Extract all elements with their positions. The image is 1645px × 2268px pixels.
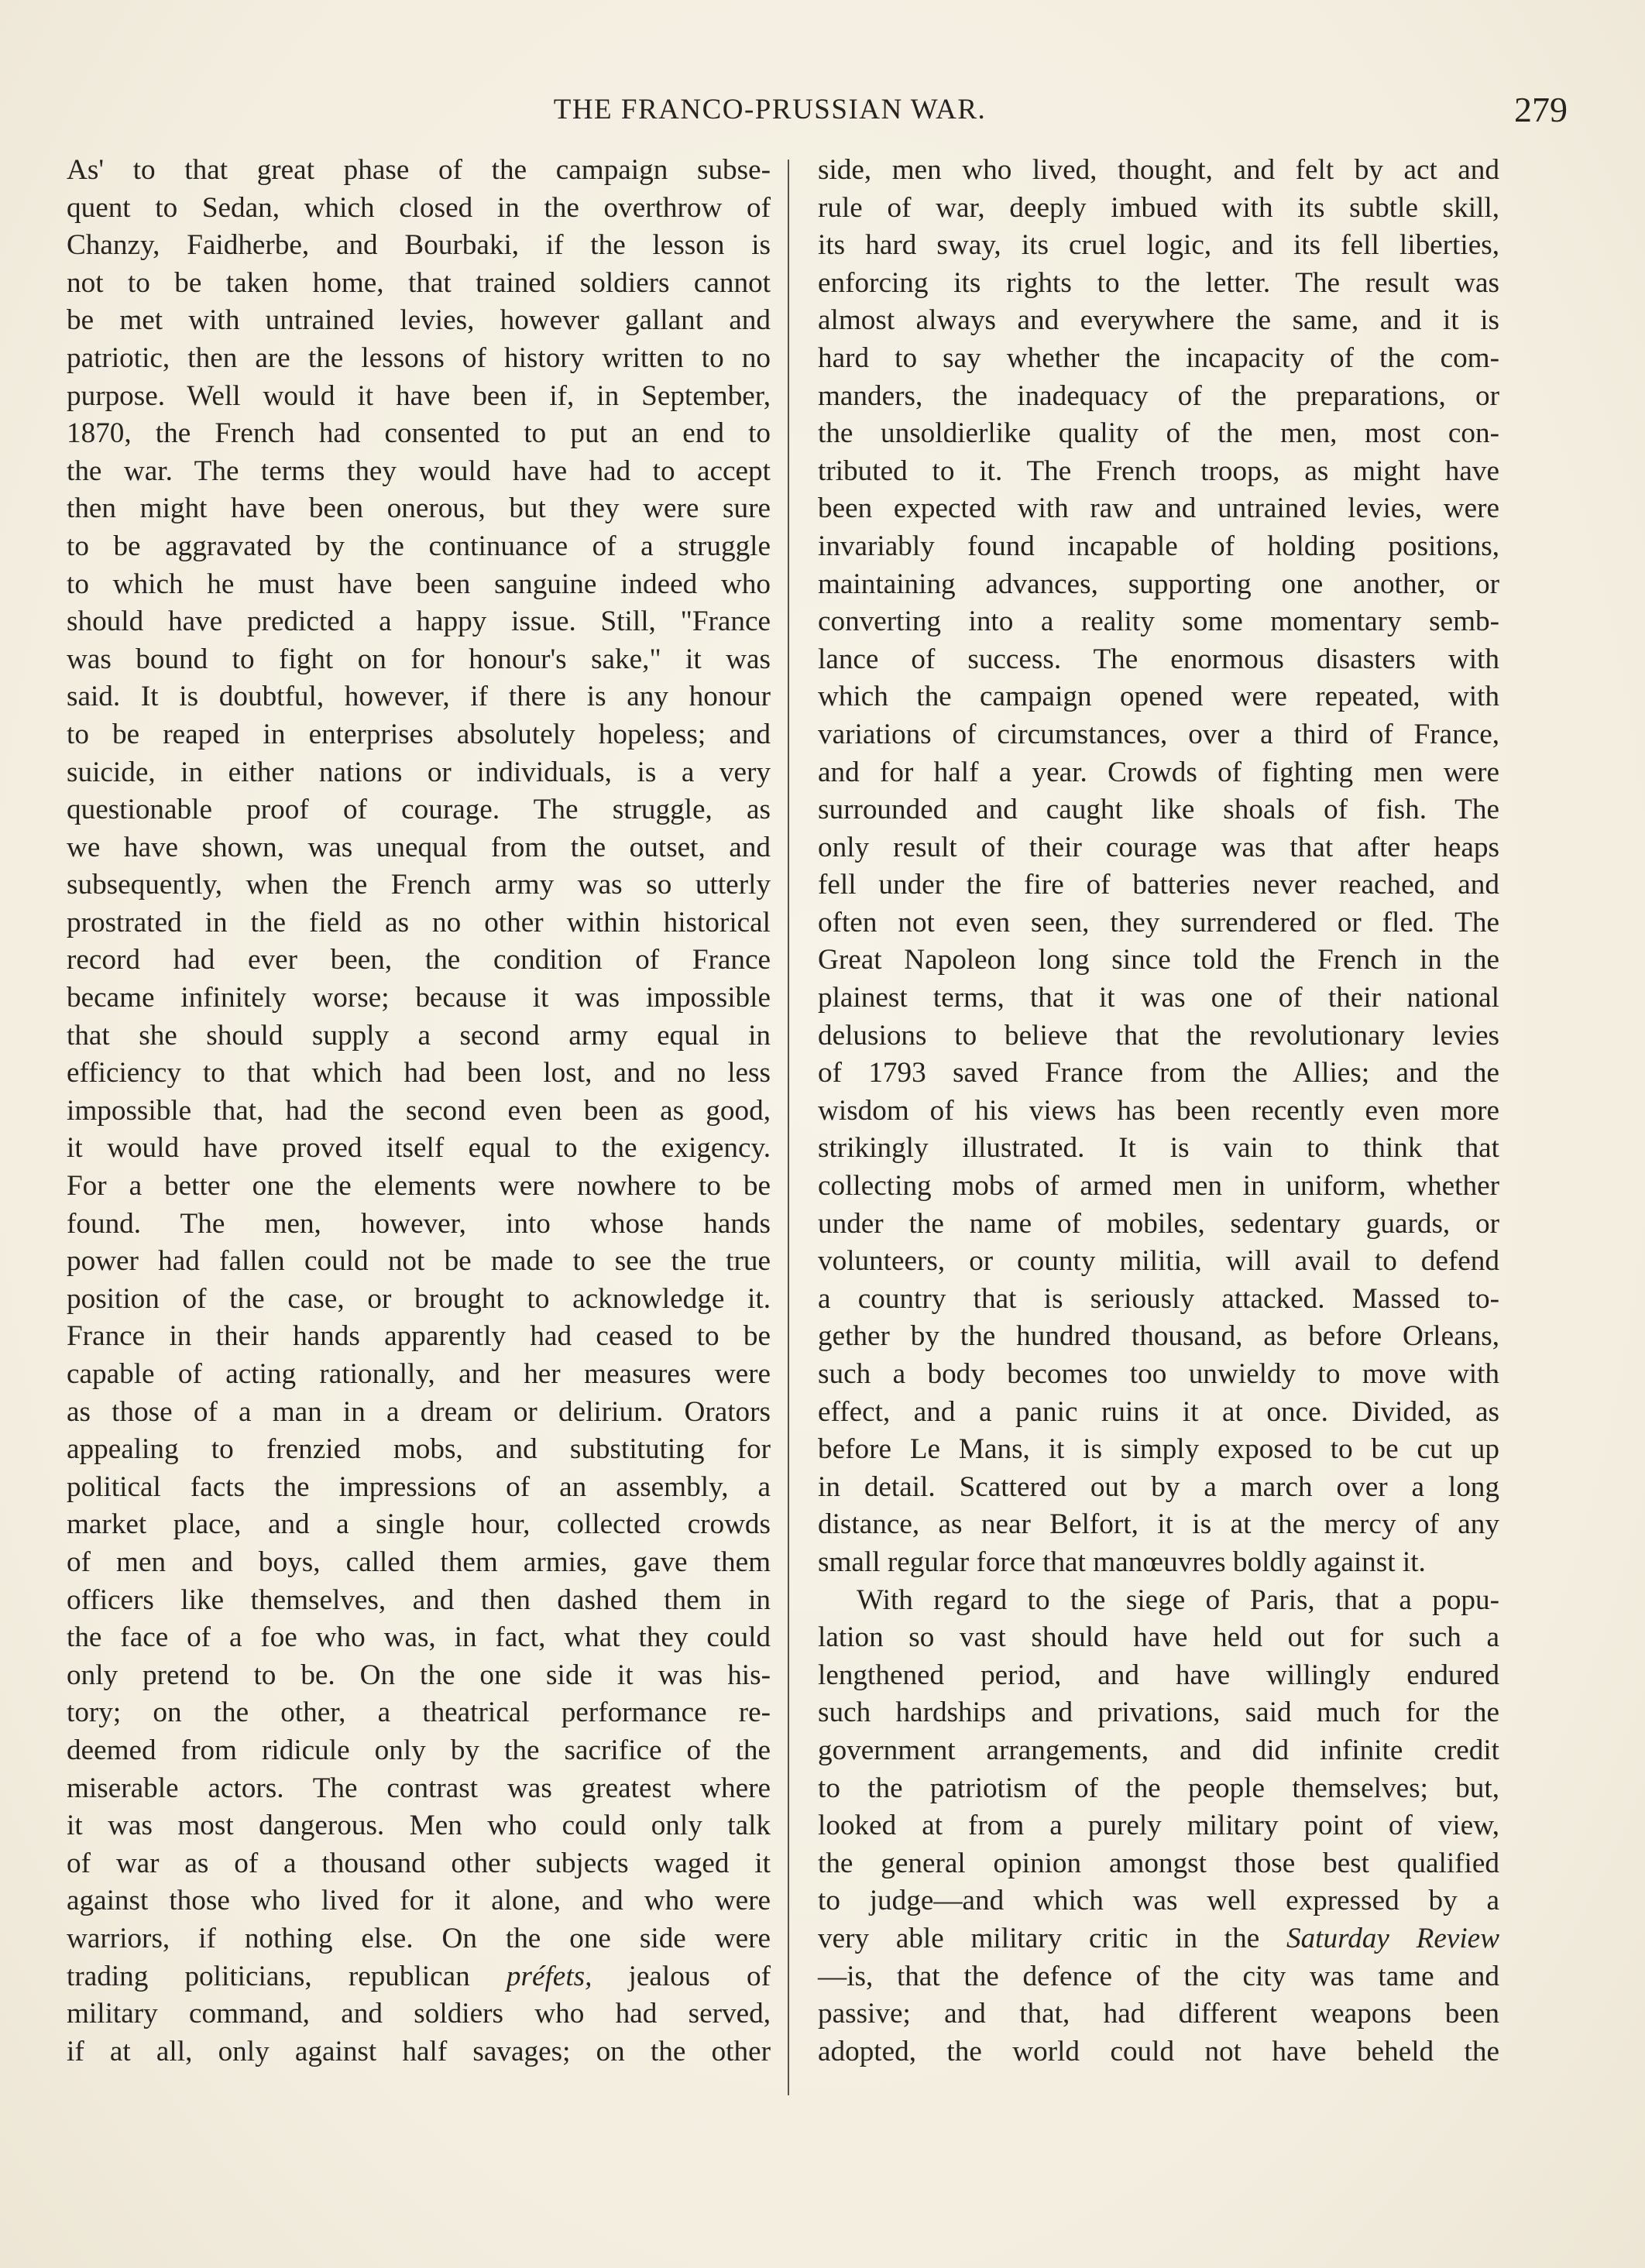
text-line: of men and boys, called them armies, gave them <box>67 1546 771 1578</box>
text-line: warriors, if nothing else. On the one side were <box>67 1922 771 1954</box>
text-line: before Le Mans, it is simply exposed to be cut up <box>818 1433 1499 1466</box>
left-column <box>67 152 771 2071</box>
text-line: trading politicians, republican préfets, jealous of <box>67 1960 771 1992</box>
text-line: distance, as near Belfort, it is at the mercy of any <box>818 1508 1499 1541</box>
text-line: capable of acting rationally, and her measures were <box>67 1358 771 1390</box>
text-line: said. It is doubtful, however, if there is any honour <box>67 681 771 713</box>
text-line: lation so vast should have held out for such a <box>818 1621 1499 1654</box>
text-line: be met with untrained levies, however gallant and <box>67 304 771 337</box>
text-line: deemed from ridicule only by the sacrifice of the <box>67 1734 771 1766</box>
text-line: quent to Sedan, which closed in the overthrow of <box>67 191 771 224</box>
text-line: a country that is seriously attacked. Massed to- <box>818 1282 1499 1315</box>
text-line: purpose. Well would it have been if, in September, <box>67 379 771 412</box>
text-line: only pretend to be. On the one side it was his- <box>67 1659 771 1691</box>
text-line: volunteers, or county militia, will avail to defend <box>818 1245 1499 1278</box>
text-line: and for half a year. Crowds of fighting men were <box>818 756 1499 788</box>
text-line: lance of success. The enormous disasters with <box>818 643 1499 675</box>
text-line: not to be taken home, that trained soldiers cannot <box>67 266 771 299</box>
text-line: market place, and a single hour, collected crowds <box>67 1508 771 1541</box>
text-line: as those of a man in a dream or delirium. Orators <box>67 1395 771 1428</box>
text-line: almost always and everywhere the same, and it is <box>818 304 1499 337</box>
text-line: only result of their courage was that after heaps <box>818 831 1499 863</box>
text-line: gether by the hundred thousand, as before Orleans, <box>818 1320 1499 1353</box>
text-line: in detail. Scattered out by a march over a long <box>818 1470 1499 1503</box>
text-line: As' to that great phase of the campaign subse- <box>67 154 771 186</box>
text-line: surrounded and caught like shoals of fish. The <box>818 794 1499 826</box>
text-line: variations of circumstances, over a third of France, <box>818 718 1499 750</box>
text-line: if at all, only against half savages; on the other <box>67 2035 771 2067</box>
text-line: that she should supply a second army equal in <box>67 1019 771 1052</box>
text-line: then might have been onerous, but they were sure <box>67 492 771 525</box>
text-line: adopted, the world could not have beheld the <box>818 2035 1499 2067</box>
text-line: With regard to the siege of Paris, that a popu- <box>857 1583 1499 1616</box>
text-line: political facts the impressions of an assembly, a <box>67 1470 771 1503</box>
text-line: to judge—and which was well expressed by a <box>818 1885 1499 1917</box>
text-line: converting into a reality some momentary semb- <box>818 606 1499 638</box>
text-line: France in their hands apparently had ceased to be <box>67 1320 771 1353</box>
text-line: should have predicted a happy issue. Still, "France <box>67 606 771 638</box>
text-line: subsequently, when the French army was so utterly <box>67 869 771 901</box>
text-line: Great Napoleon long since told the French in the <box>818 944 1499 976</box>
text-line: delusions to believe that the revolutionary levies <box>818 1019 1499 1052</box>
text-line: manders, the inadequacy of the preparations, or <box>818 379 1499 412</box>
text-line: the unsoldierlike quality of the men, most con- <box>818 417 1499 450</box>
text-line: of 1793 saved France from the Allies; and the <box>818 1057 1499 1089</box>
italic-prefets: préfets, <box>506 1960 592 1992</box>
text-line: was bound to fight on for honour's sake," it was <box>67 643 771 675</box>
running-head <box>65 87 1568 133</box>
text-line: government arrangements, and did infinite credit <box>818 1734 1499 1766</box>
text-line: effect, and a panic ruins it at once. Divided, as <box>818 1395 1499 1428</box>
text-line: enforcing its rights to the letter. The result was <box>818 266 1499 299</box>
text-line: power had fallen could not be made to see the true <box>67 1245 771 1278</box>
text-line: such a body becomes too unwieldy to move with <box>818 1358 1499 1390</box>
text-line: impossible that, had the second even been as good, <box>67 1094 771 1127</box>
text-line: been expected with raw and untrained levies, were <box>818 492 1499 525</box>
text-line: against those who lived for it alone, and who were <box>67 1885 771 1917</box>
text-line: maintaining advances, supporting one another, or <box>818 568 1499 600</box>
text-line: its hard sway, its cruel logic, and its fell liberties, <box>818 229 1499 262</box>
text-line: For a better one the elements were nowhere to be <box>67 1170 771 1203</box>
text-line: the face of a foe who was, in fact, what they could <box>67 1621 771 1654</box>
page-number: 279 <box>1514 90 1568 129</box>
text-line: invariably found incapable of holding positions, <box>818 530 1499 562</box>
text-line: we have shown, was unequal from the outset, and <box>67 831 771 863</box>
text-line: to the patriotism of the people themselves; but, <box>818 1772 1499 1804</box>
text-line: to be reaped in enterprises absolutely hopeless; and <box>67 718 771 750</box>
text-line: prostrated in the field as no other within historical <box>67 906 771 938</box>
text-line: questionable proof of courage. The struggle, as <box>67 794 771 826</box>
text-line: hard to say whether the incapacity of the com- <box>818 341 1499 374</box>
text-line: found. The men, however, into whose hands <box>67 1207 771 1240</box>
text-line: very able military critic in the Saturday Review <box>818 1922 1499 1954</box>
text-line: tributed to it. The French troops, as might have <box>818 455 1499 487</box>
text-line: passive; and that, had different weapons been <box>818 1998 1499 2030</box>
text-line: suicide, in either nations or individuals, is a very <box>67 756 771 788</box>
text-line: which the campaign opened were repeated, with <box>818 681 1499 713</box>
text-line: of war as of a thousand other subjects waged it <box>67 1847 771 1879</box>
text-line: small regular force that manœuvres boldly against it. <box>818 1546 1426 1578</box>
running-title: THE FRANCO-PRUSSIAN WAR. <box>553 94 987 125</box>
text-line: military command, and soldiers who had served, <box>67 1998 771 2030</box>
text-line: collecting mobs of armed men in uniform, whether <box>818 1170 1499 1203</box>
text-line: plainest terms, that it was one of their national <box>818 982 1499 1014</box>
text-line: the war. The terms they would have had to accept <box>67 455 771 487</box>
text-line: became infinitely worse; because it was impossible <box>67 982 771 1014</box>
column-rule <box>788 160 789 2095</box>
text-line: side, men who lived, thought, and felt by act and <box>818 154 1499 186</box>
text-line: it would have proved itself equal to the exigency. <box>67 1132 771 1165</box>
text-line: under the name of mobiles, sedentary guards, or <box>818 1207 1499 1240</box>
text-line: patriotic, then are the lessons of history written to no <box>67 341 771 374</box>
italic-saturday-review: Saturday Review <box>1286 1922 1499 1954</box>
text-line: 1870, the French had consented to put an end to <box>67 417 771 450</box>
right-column <box>818 152 1499 2071</box>
text-line: rule of war, deeply imbued with its subtle skill, <box>818 191 1499 224</box>
text-line: fell under the fire of batteries never reached, and <box>818 869 1499 901</box>
text-line: miserable actors. The contrast was greatest where <box>67 1772 771 1804</box>
text-line: officers like themselves, and then dashed them in <box>67 1583 771 1616</box>
text-line: record had ever been, the condition of France <box>67 944 771 976</box>
text-line: wisdom of his views has been recently even more <box>818 1094 1499 1127</box>
text-line: efficiency to that which had been lost, and no less <box>67 1057 771 1089</box>
text-line: Chanzy, Faidherbe, and Bourbaki, if the lesson is <box>67 229 771 262</box>
text-line: tory; on the other, a theatrical performance re- <box>67 1697 771 1729</box>
text-line: lengthened period, and have willingly endured <box>818 1659 1499 1691</box>
text-line: appealing to frenzied mobs, and substituting for <box>67 1433 771 1466</box>
text-line: often not even seen, they surrendered or fled. The <box>818 906 1499 938</box>
text-line: looked at from a purely military point of view, <box>818 1810 1499 1842</box>
text-line: —is, that the defence of the city was tame and <box>818 1960 1499 1992</box>
text-line: position of the case, or brought to acknowledge it. <box>67 1282 771 1315</box>
text-line: such hardships and privations, said much for the <box>818 1697 1499 1729</box>
text-line: strikingly illustrated. It is vain to think that <box>818 1132 1499 1165</box>
text-line: to be aggravated by the continuance of a struggle <box>67 530 771 562</box>
text-line: it was most dangerous. Men who could only talk <box>67 1810 771 1842</box>
text-line: the general opinion amongst those best qualified <box>818 1847 1499 1879</box>
text-line: to which he must have been sanguine indeed who <box>67 568 771 600</box>
